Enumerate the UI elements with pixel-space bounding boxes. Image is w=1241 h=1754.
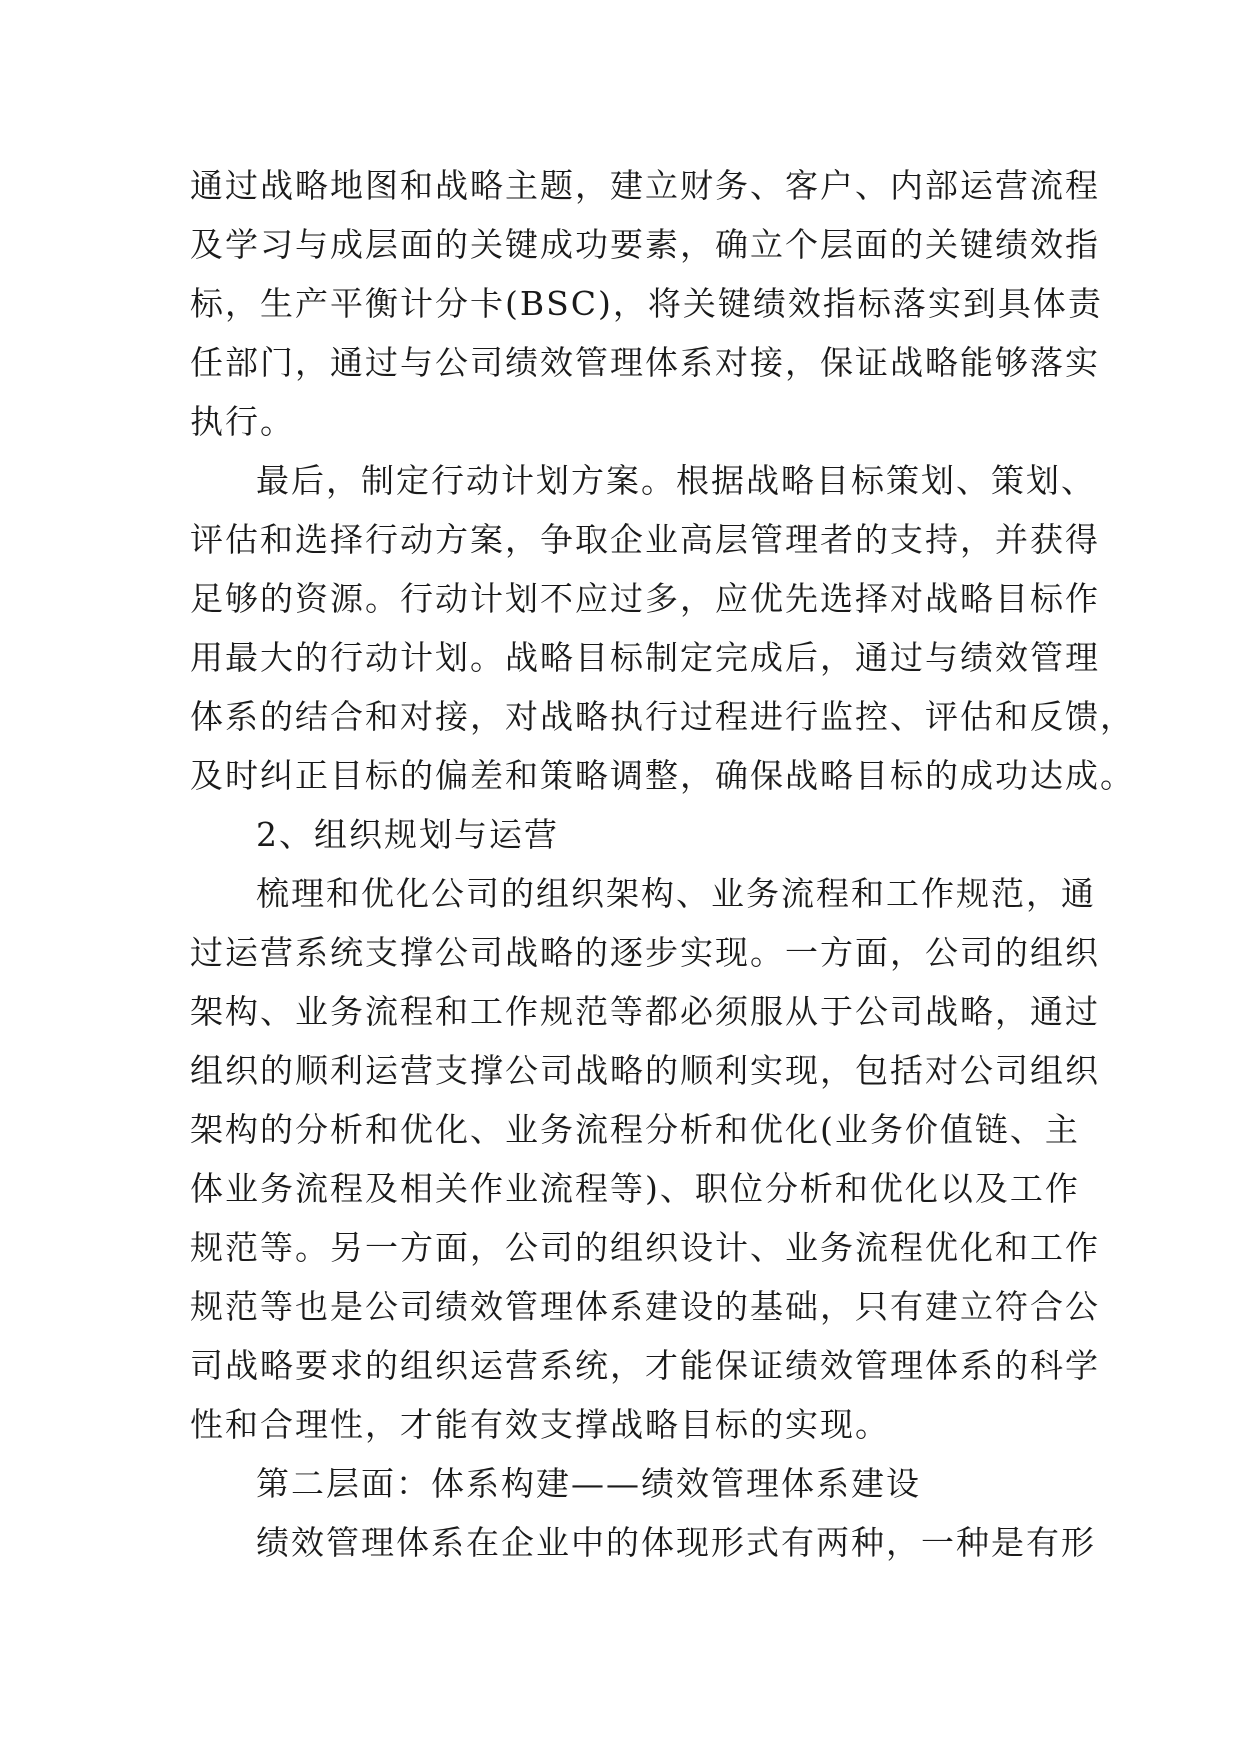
text-line: 及时纠正目标的偏差和策略调整，确保战略目标的成功达成。 [190,756,1135,795]
text-line: 体业务流程及相关作业流程等)、职位分析和优化以及工作 [190,1169,1080,1208]
section-heading: 第二层面：体系构建——绩效管理体系建设 [256,1464,921,1503]
text-line: 架构、业务流程和工作规范等都必须服从于公司战略，通过 [190,992,1100,1031]
text-line: 执行。 [190,402,295,441]
text-line: 架构的分析和优化、业务流程分析和优化(业务价值链、主 [190,1110,1080,1149]
text-line: 标，生产平衡计分卡(BSC)，将关键绩效指标落实到具体责 [190,284,1103,323]
text-line: 体系的结合和对接，对战略执行过程进行监控、评估和反馈， [190,697,1135,736]
text-line: 任部门，通过与公司绩效管理体系对接，保证战略能够落实 [190,343,1100,382]
text-line: 组织的顺利运营支撑公司战略的顺利实现，包括对公司组织 [190,1051,1100,1090]
text-line: 梳理和优化公司的组织架构、业务流程和工作规范，通 [256,874,1096,913]
text-line: 评估和选择行动方案，争取企业高层管理者的支持，并获得 [190,520,1100,559]
body-text [190,156,1135,1572]
text-line: 规范等也是公司绩效管理体系建设的基础，只有建立符合公 [190,1287,1100,1326]
text-line: 过运营系统支撑公司战略的逐步实现。一方面，公司的组织 [190,933,1100,972]
text-line: 用最大的行动计划。战略目标制定完成后，通过与绩效管理 [190,638,1100,677]
text-line: 最后，制定行动计划方案。根据战略目标策划、策划、 [256,461,1096,500]
section-heading: 2、组织规划与运营 [256,815,559,854]
text-line: 通过战略地图和战略主题，建立财务、客户、内部运营流程 [190,166,1100,205]
text-line: 规范等。另一方面，公司的组织设计、业务流程优化和工作 [190,1228,1100,1267]
text-line: 足够的资源。行动计划不应过多，应优先选择对战略目标作 [190,579,1100,618]
text-line: 性和合理性，才能有效支撑战略目标的实现。 [190,1405,890,1444]
text-line: 及学习与成层面的关键成功要素，确立个层面的关键绩效指 [190,225,1100,264]
text-line: 绩效管理体系在企业中的体现形式有两种，一种是有形 [256,1523,1096,1562]
text-line: 司战略要求的组织运营系统，才能保证绩效管理体系的科学 [190,1346,1100,1385]
